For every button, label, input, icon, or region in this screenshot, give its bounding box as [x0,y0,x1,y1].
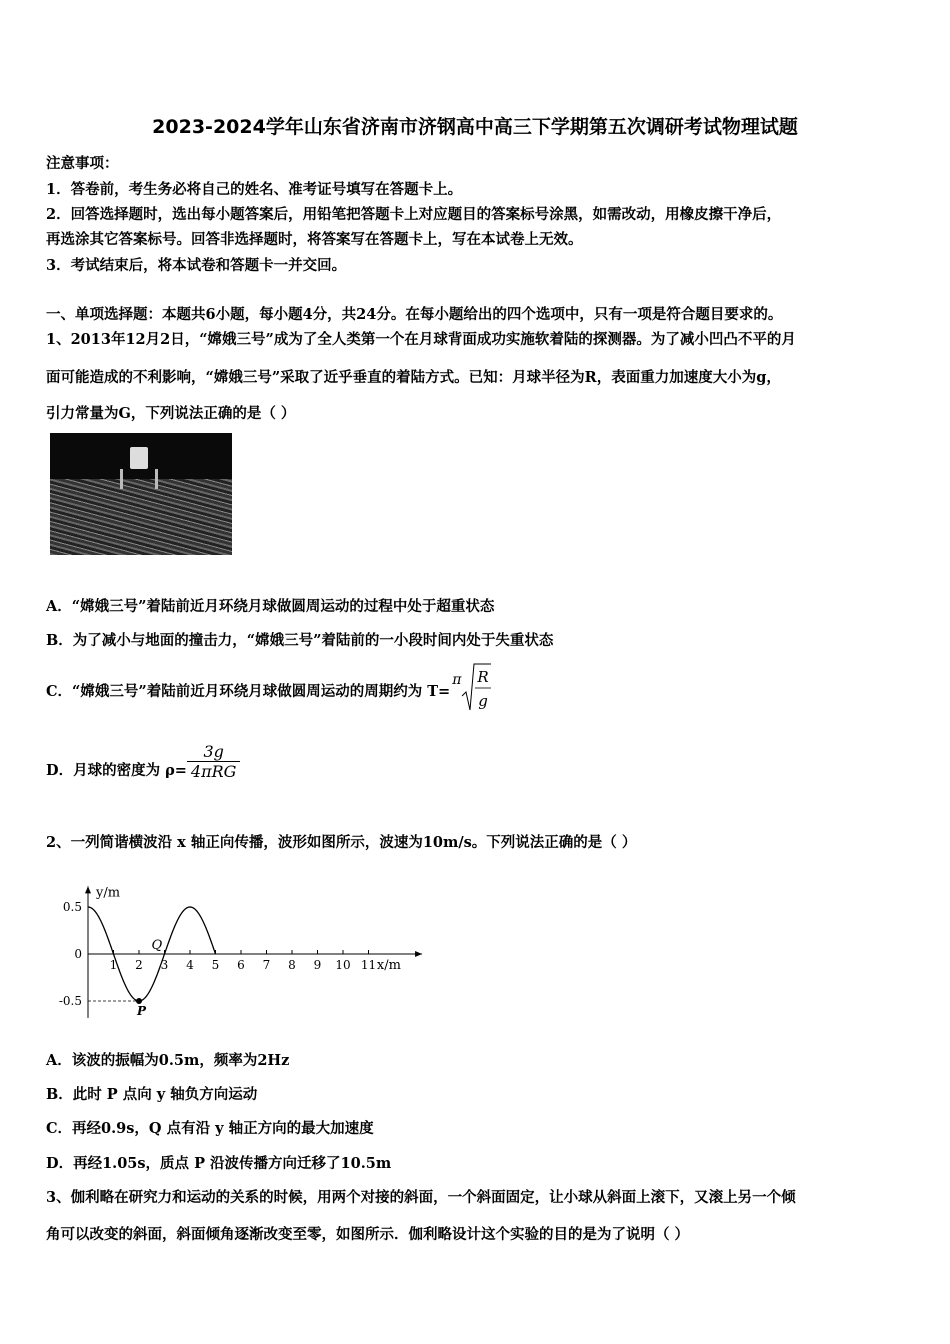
section-heading: 一、单项选择题：本题共6小题，每小题4分，共24分。在每小题给出的四个选项中，只有一项是符合题目要求的。 [46,306,783,323]
q1-option-c-text: C．“嫦娥三号”着陆前近月环绕月球做圆周运动的周期约为 T= [46,682,451,700]
q2-option-c: C．再经0.9s，Q 点有沿 y 轴正方向的最大加速度 [46,1120,374,1137]
sqrt-sign-icon [461,662,491,714]
x-tick-label: 2 [135,958,143,972]
x-tick-label: 4 [186,958,194,972]
x-tick-label: 6 [237,958,245,972]
q1-stem-line-1: 1、2013年12月2日，“嫦娥三号”成为了全人类第一个在月球背面成功实施软着陆的探测器。为了减小凹凸不平的月 [46,331,796,348]
density-numerator: 3g [187,742,241,762]
page-title: 2023-2024学年山东省济南市济钢高中高三下学期第五次调研考试物理试题 [152,116,798,138]
y-axis-arrow [85,886,91,893]
x-axis-label: x/m [376,958,401,973]
q2-option-b: B．此时 P 点向 y 轴负方向运动 [46,1086,258,1103]
sqrt-numerator: R [477,668,490,686]
point-p-label: P [137,1004,147,1018]
q2-option-a: A．该波的振幅为0.5m，频率为2Hz [46,1052,290,1069]
q2-option-d: D．再经1.05s，质点 P 沿波传播方向迁移了10.5m [46,1155,392,1172]
point-q-label: Q [151,938,163,953]
x-tick-label: 5 [211,958,220,972]
x-tick-label: 11 [360,958,377,972]
x-axis-arrow [415,951,422,957]
y-tick-label: 0.5 [62,900,82,914]
x-tick-label: 8 [288,958,296,972]
x-tick-label: 9 [313,958,322,972]
lander-icon [130,447,148,469]
q3-stem-line-2: 角可以改变的斜面，斜面倾角逐渐改变至零，如图所示．伽利略设计这个实验的目的是为了说明（ ） [46,1226,690,1243]
q3-stem-line-1: 3、伽利略在研究力和运动的关系的时候，用两个对接的斜面，一个斜面固定，让小球从斜面上滚下，又滚上另一个倾 [46,1189,796,1206]
y-axis-label: y/m [96,885,121,901]
q1-option-d [46,741,240,794]
y-tick-label: -0.5 [58,994,82,1008]
notice-item-2-cont: 再选涂其它答案标号。回答非选择题时，将答案写在答题卡上，写在本试卷上无效。 [46,231,583,248]
q1-option-d-text: D．月球的密度为 ρ= [46,761,187,779]
sqrt-denominator: g [478,692,489,710]
lunar-lander-photo [50,433,232,555]
pi-symbol: π [452,672,462,688]
x-tick-label: 3 [160,958,169,972]
density-fraction [187,742,241,781]
density-denominator: 4πRG [190,761,237,781]
q1-option-c [46,664,491,716]
notice-item-1: 1．答卷前，考生务必将自己的姓名、准考证号填写在答题卡上。 [46,181,463,198]
q1-stem-line-3: 引力常量为G，下列说法正确的是（ ） [46,405,296,422]
x-tick-label: 1 [109,958,118,972]
notice-heading: 注意事项： [46,155,119,172]
x-tick-label: 10 [335,958,351,972]
x-tick-label: 7 [262,958,271,972]
y-tick-label: 0 [74,947,82,961]
q1-stem-line-2: 面可能造成的不利影响，“嫦娥三号”采取了近乎垂直的着陆方式。已知：月球半径为R，表面重力加速度大小为g， [46,369,781,386]
wave-chart [50,872,440,1027]
notice-item-3: 3．考试结束后，将本试卷和答题卡一并交回。 [46,257,347,274]
sqrt-formula [461,662,491,718]
notice-item-2: 2．回答选择题时，选出每小题答案后，用铅笔把答题卡上对应题目的答案标号涂黑，如需改动，用橡皮擦干净后， [46,206,782,223]
q2-stem: 2、一列简谐横波沿 x 轴正向传播，波形如图所示，波速为10m/s。下列说法正确的是（ ） [46,834,637,851]
q1-option-a: A．“嫦娥三号”着陆前近月环绕月球做圆周运动的过程中处于超重状态 [46,598,495,615]
q1-option-b: B．为了减小与地面的撞击力，“嫦娥三号”着陆前的一小段时间内处于失重状态 [46,632,554,649]
